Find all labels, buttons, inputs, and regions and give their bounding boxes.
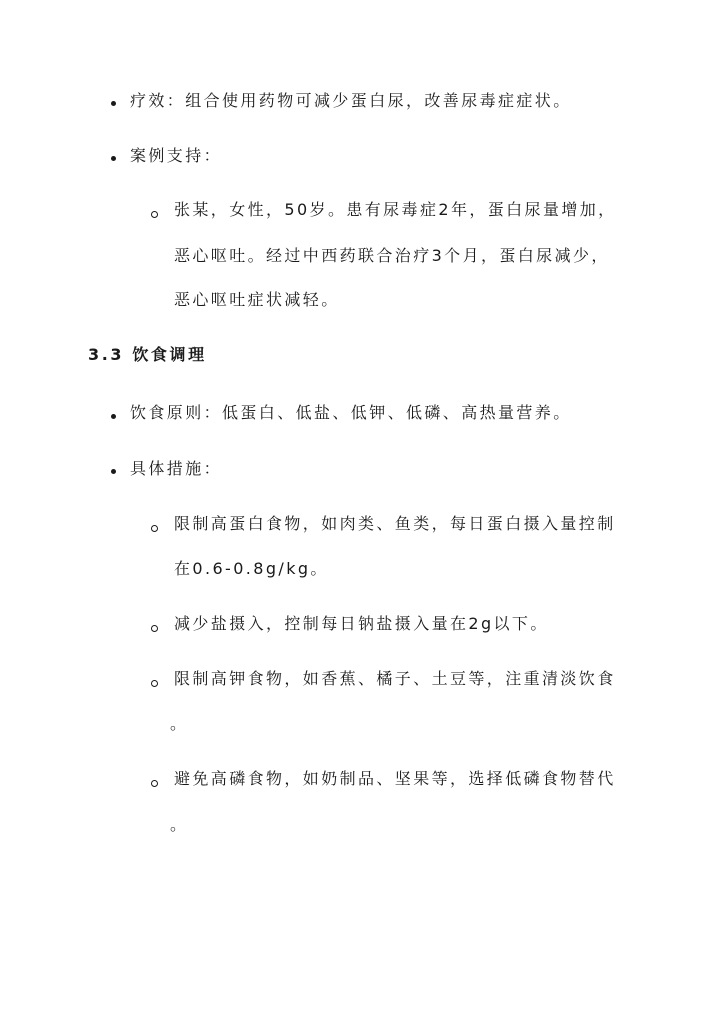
circle-bullet-icon <box>151 780 158 787</box>
section-heading: 3.3 饮食调理 <box>88 345 207 364</box>
circle-bullet-icon <box>151 680 158 687</box>
phosphorus-line-1: 避免高磷食物，如奶制品、坚果等，选择低磷食物替代 <box>174 769 616 788</box>
bullet-icon <box>111 414 116 419</box>
salt-line: 减少盐摄入，控制每日钠盐摄入量在2g以下。 <box>174 614 549 633</box>
list-item-measures: 具体措施： <box>130 459 223 478</box>
list-item-case-support: 案例支持： <box>130 146 223 165</box>
protein-line-2: 在0.6-0.8g/kg。 <box>174 559 329 578</box>
potassium-line-2: 。 <box>170 714 189 733</box>
case-line-3: 恶心呕吐症状减轻。 <box>174 290 340 309</box>
circle-bullet-icon <box>151 625 158 632</box>
circle-bullet-icon <box>151 525 158 532</box>
list-item-diet-principle: 饮食原则：低蛋白、低盐、低钾、低磷、高热量营养。 <box>130 403 572 422</box>
circle-bullet-icon <box>151 211 158 218</box>
list-item-efficacy: 疗效：组合使用药物可减少蛋白尿，改善尿毒症症状。 <box>130 91 572 110</box>
bullet-icon <box>111 101 116 106</box>
phosphorus-line-2: 。 <box>170 815 189 834</box>
case-line-1: 张某，女性，50岁。患有尿毒症2年，蛋白尿量增加， <box>174 200 617 219</box>
bullet-icon <box>111 156 116 161</box>
case-line-2: 恶心呕吐。经过中西药联合治疗3个月，蛋白尿减少， <box>174 246 610 265</box>
protein-line-1: 限制高蛋白食物，如肉类、鱼类，每日蛋白摄入量控制 <box>174 514 616 533</box>
potassium-line-1: 限制高钾食物，如香蕉、橘子、土豆等，注重清淡饮食 <box>174 669 616 688</box>
bullet-icon <box>111 469 116 474</box>
